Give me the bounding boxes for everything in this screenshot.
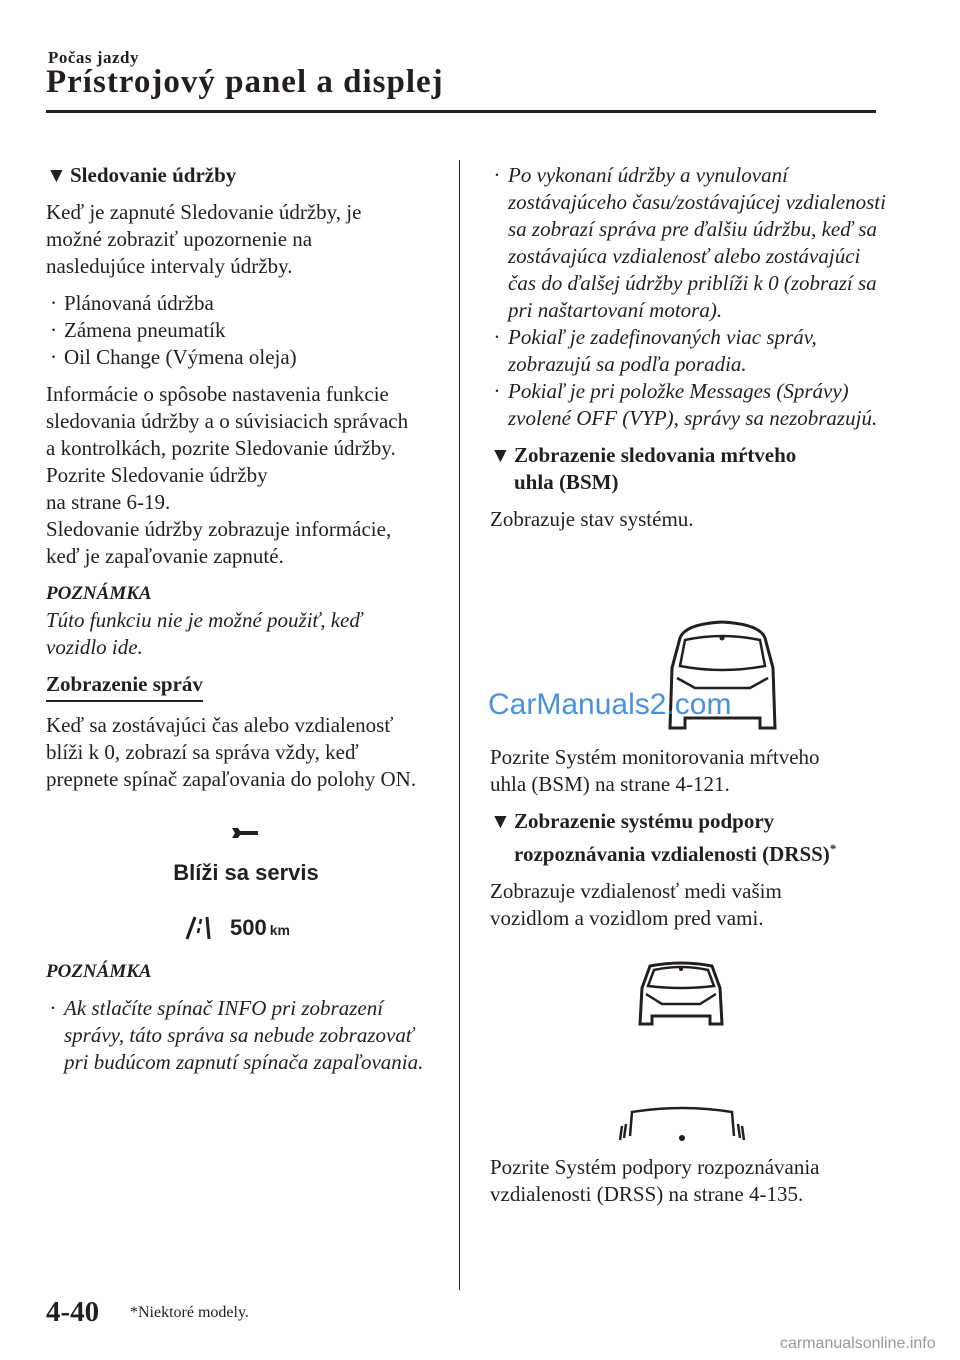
right-column (490, 162, 890, 533)
list-item: · Po vykonaní údržby a vynulovaní zostávajúceho času/zostávajúcej vzdialenosti sa zobrazí správa pre ďalšiu údržbu, keď sa zostávajúca vzdialenosť alebo zostávajúci čas do ďalšej údržby priblíži k 0 (zobrazí sa pri naštartovaní motora). (490, 162, 888, 324)
maintenance-intro: Keď je zapnuté Sledovanie údržby, je možné zobraziť upozornenie na nasledujúce intervaly údržby. (46, 200, 362, 278)
list-item: · Pokiaľ je pri položke Messages (Správy) zvolené OFF (VYP), správy sa nezobrazujú. (490, 378, 888, 432)
note-text: · Ak stlačíte spínač INFO pri zobrazení správy, táto správa sa nebude zobrazovať pri budúcom zapnutí spínača zapaľovania. (46, 995, 434, 1076)
list-item: · Plánovaná údržba (46, 290, 446, 317)
list-item: · Pokiaľ je zadefinovaných viac správ, zobrazujú sa podľa poradia. (490, 324, 888, 378)
column-divider (459, 160, 460, 1290)
messages-subheading: Zobrazenie správ (46, 671, 203, 702)
note-title: POZNÁMKA (46, 961, 152, 982)
bsm-text: Zobrazuje stav systému. (490, 507, 694, 531)
car-front-icon (636, 958, 726, 1035)
note-text: Túto funkciu nie je možné použiť, keď vozidlo ide. (46, 608, 363, 659)
messages-text: Keď sa zostávajúci čas alebo vzdialenosť blíži k 0, zobrazí sa správa vždy, keď prepnete spínač zapaľovania do polohy ON. (46, 713, 417, 791)
triangle-icon: ▼ (490, 809, 511, 833)
info-line: na strane 6-19. (46, 490, 171, 514)
note2-block (46, 958, 446, 1076)
list-item: · Zámena pneumatík (46, 317, 446, 344)
drss-text: Zobrazuje vzdialenosť medi vašim vozidlom a vozidlom pred vami. (490, 879, 782, 930)
info-line: a kontrolkách, pozrite Sledovanie údržby. (46, 436, 396, 460)
left-column (46, 162, 446, 793)
note-title: POZNÁMKA (46, 583, 152, 604)
bsm-heading: ▼ Zobrazenie sledovania mŕtveho uhla (BSM) (490, 443, 797, 494)
triangle-icon: ▼ (46, 163, 67, 187)
watermark-carmanuals: CarManuals2.com (488, 688, 732, 721)
bsm-ref: Pozrite Systém monitorovania mŕtveho uhla (BSM) na strane 4-121. (490, 745, 820, 796)
page-title: Prístrojový panel a displej (46, 64, 444, 100)
distance-bar-icon (610, 1106, 755, 1153)
drss-ref: Pozrite Systém podpory rozpoznávania vzdialenosti (DRSS) na strane 4-135. (490, 1155, 820, 1206)
page-number: 4-40 (46, 1296, 100, 1328)
info-line: Informácie o spôsobe nastavenia funkcie (46, 382, 389, 406)
info-line: sledovania údržby a o súvisiacich správach (46, 409, 409, 433)
drss-heading: ▼ Zobrazenie systému podpory rozpoznávania vzdialenosti (DRSS)* (490, 809, 837, 866)
wrench-icon (230, 822, 260, 847)
triangle-icon: ▼ (490, 443, 511, 467)
service-message: Blíži sa servis (173, 860, 319, 885)
info-line: keď je zapaľovanie zapnuté. (46, 544, 284, 568)
road-icon (185, 915, 215, 946)
info-line: Pozrite Sledovanie údržby (46, 463, 268, 487)
watermark-online: carmanualsonline.info (780, 1335, 936, 1352)
title-rule (46, 110, 876, 113)
maintenance-heading: ▼ Sledovanie údržby (46, 163, 237, 187)
info-line: Sledovanie údržby zobrazuje informácie, (46, 517, 392, 541)
bsm-ref-block (490, 744, 890, 932)
footnote: *Niektoré modely. (130, 1304, 249, 1321)
car-rear-icon (665, 618, 780, 743)
distance-value: 500 km (230, 915, 290, 940)
list-item: · Oil Change (Výmena oleja) (46, 344, 446, 371)
section-label: Počas jazdy (48, 48, 139, 67)
drss-ref-block (490, 1154, 890, 1208)
